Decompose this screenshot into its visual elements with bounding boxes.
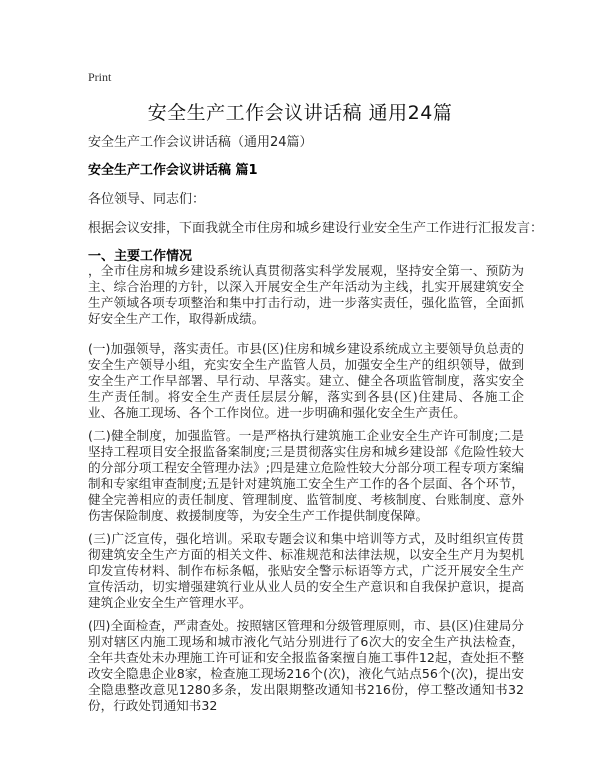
print-link[interactable]: Print bbox=[88, 70, 112, 84]
paragraph-leadership: (一)加强领导，落实责任。市县(区)住房和城乡建设系统成立主要领导负总责的安全生产领导小组，充实安全生产监管人员，加强安全生产的组织领导，做到安全生产工作早部署、早行动、早落实。建立、健全各项监管制度，落实安全生产责任制。将安全生产责任层层分解，落实到各县(区)住建局、各施工企业、各施工现场、各个工作岗位。进一步明确和强化安全生产责任。 bbox=[88, 341, 524, 421]
document-subtitle: 安全生产工作会议讲话稿（通用24篇） bbox=[88, 135, 313, 150]
paragraph-system: (二)健全制度，加强监管。一是严格执行建筑施工企业安全生产许可制度;二是坚持工程项目安全报监备案制度;三是贯彻落实住房和城乡建设部《危险性较大的分部分项工程安全管理办法》;四是建立危险性较大分部分项工程专项方案编制和专家组审查制度;五是针对建筑施工安全生产工作的各个层面、各个环节，健全完善相应的责任制度、管理制度、监管制度、考核制度、台账制度、意外伤害保险制度、救援制度等，为安全生产工作提供制度保障。 bbox=[88, 428, 524, 524]
paragraph-overview: ，全市住房和城乡建设系统认真贯彻落实科学发展观，坚持安全第一、预防为主、综合治理的方针，以深入开展安全生产年活动为主线，扎实开展建筑安全生产领域各项专项整治和集中打击行动，进一步落实责任，强化监管，全面抓好安全生产工作，取得新成绩。 bbox=[88, 263, 524, 327]
paragraph-publicity: (三)广泛宣传，强化培训。采取专题会议和集中培训等方式，及时组织宣传贯彻建筑安全生产方面的相关文件、标准规范和法律法规，以安全生产月为契机印发宣传材料、制作布标条幅，张贴安全警示标语等方式，广泛开展安全生产宣传活动，切实增强建筑行业从业人员的安全生产意识和自我保护意识，提高建筑企业安全生产管理水平。 bbox=[88, 531, 524, 611]
document-title: 安全生产工作会议讲话稿 通用24篇 bbox=[147, 102, 453, 124]
greeting: 各位领导、同志们： bbox=[88, 192, 206, 207]
paragraph-inspection: (四)全面检查，严肃查处。按照辖区管理和分级管理原则，市、县(区)住建局分别对辖区内施工现场和城市液化气站分别进行了6次大的安全生产执法检查，全年共查处未办理施工许可证和安全报监备案擅自施工事件12起，查处拒不整改安全隐患企业8家，检查施工现场216个(次)，液化气站点56个(次)，提出安全隐患整改意见1280多条，发出限期整改通知书216份，停工整改通知书32份，行政处罚通知书32 bbox=[88, 618, 524, 714]
heading-main-work: 一、主要工作情况 bbox=[88, 249, 193, 264]
section-heading: 安全生产工作会议讲话稿 篇1 bbox=[88, 163, 258, 178]
intro-paragraph: 根据会议安排，下面我就全市住房和城乡建设行业安全生产工作进行汇报发言： bbox=[88, 221, 544, 236]
